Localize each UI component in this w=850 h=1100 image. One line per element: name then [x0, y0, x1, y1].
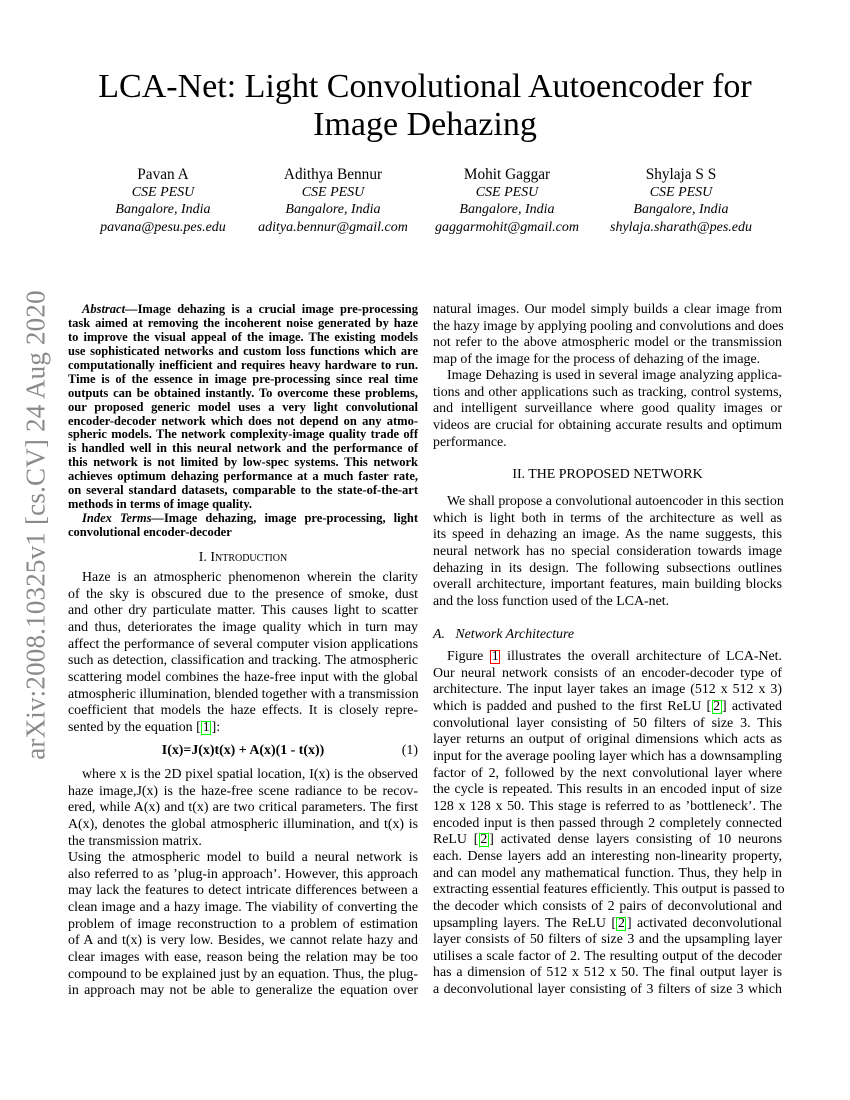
text-segment: atmospheric illumination, blended together with a transmission [68, 686, 419, 702]
text-line [433, 418, 782, 435]
paragraph [433, 368, 782, 451]
text-segment: the cycle is repeated. This results in an encoded input of size [433, 782, 782, 798]
text-segment: extracting essential features efficiently. This output is passed to [433, 882, 785, 898]
text-line [433, 319, 782, 336]
text-segment: haze image,J(x) is the haze-free scene radiance to be recov- [68, 783, 418, 799]
paragraph [68, 850, 418, 1000]
paragraph [433, 649, 785, 999]
text-segment: We shall propose a convolutional autoencoder in this section [447, 494, 784, 509]
author-name: Pavan A [137, 166, 189, 183]
text-segment: Our neural network consists of an encoder-decoder type of [433, 665, 782, 681]
text-line [433, 544, 782, 561]
text-segment: spheric models. The network complexity-image quality trade off [68, 427, 418, 442]
author-email: pavana@pesu.pes.edu [100, 219, 226, 235]
text-line [68, 603, 418, 620]
author-affiliation: CSE PESU [131, 184, 195, 200]
paragraph [433, 494, 782, 611]
text-segment: which is padded and pushed to the first ReLU [ [433, 698, 712, 714]
text-segment: ered, while A(x) and t(x) are two critical parameters. The first [68, 800, 418, 816]
text-segment: ]: [211, 719, 221, 735]
text-segment: also referred to as ’plug-in approach’. However, this approach [68, 866, 418, 882]
author-name: Shylaja S S [645, 166, 717, 183]
text-segment: Figure [447, 649, 490, 664]
text-line [68, 331, 418, 345]
text-line [68, 359, 418, 373]
text-segment: encoded input is then passed through 2 completely connected [433, 815, 782, 831]
figure-reference-link[interactable]: 1 [491, 649, 499, 664]
text-line [433, 666, 782, 683]
text-line [433, 766, 782, 783]
text-line [433, 816, 782, 833]
text-segment: Image dehazing, image pre-processing, light [163, 511, 418, 525]
paragraph [68, 767, 418, 850]
citation-link[interactable]: 2 [713, 698, 721, 714]
text-segment: tions and other applications such as tracking, control systems, [433, 384, 782, 400]
text-segment: factor of 2, followed by the next convolutional layer where [433, 765, 782, 781]
text-line [68, 387, 418, 401]
text-line [433, 302, 782, 319]
text-segment: layer consists of 50 filters of size 3 and the upsampling layer [433, 932, 782, 948]
text-segment: performance. [433, 434, 507, 450]
citation-link[interactable]: 2 [480, 832, 488, 848]
text-segment: 128 x 128 x 50. This stage is referred to as ’bottleneck’. The [433, 798, 782, 814]
subsection-heading-network-architecture: A. Network Architecture [433, 627, 575, 642]
text-segment: on several standard datasets, comparable to the state-of-the-art [68, 483, 418, 498]
text-line [68, 653, 418, 670]
text-line [433, 949, 782, 966]
author-affiliation: CSE PESU [649, 184, 713, 200]
text-line [68, 303, 418, 317]
text-segment: and intelligent surveillance where good quality images or [433, 401, 782, 417]
text-segment: illustrates the overall architecture of LCA-Net. [500, 649, 783, 664]
text-segment: such as detection, classification and tracking. The atmospheric [68, 653, 418, 669]
text-segment: of the sky is obscured due to the presence of smoke, dust [68, 586, 418, 602]
text-line [68, 767, 418, 784]
citation-link[interactable]: 2 [617, 915, 625, 931]
text-line [68, 345, 418, 359]
text-segment: convolutional encoder-decoder [68, 524, 232, 539]
text-segment: and other dry particulate matter. This causes light to scatter [68, 603, 418, 619]
text-segment: ] activated [722, 698, 782, 714]
section-number: I. [198, 550, 211, 565]
text-line [68, 800, 418, 817]
author-location: Bangalore, India [115, 202, 211, 217]
index-terms [68, 512, 418, 540]
text-line [433, 368, 782, 385]
text-segment: upsampling layers. The ReLU [ [433, 915, 616, 931]
text-line [433, 849, 782, 866]
text-line [433, 649, 782, 666]
text-line [433, 749, 782, 766]
equation-1 [68, 743, 418, 760]
text-line [68, 401, 418, 415]
text-line [68, 933, 418, 950]
text-line [433, 561, 782, 578]
text-segment: use sophisticated networks and custom loss functions which are [68, 343, 418, 358]
text-segment: in approach may not be able to generalize the equation over [68, 983, 418, 999]
text-line [433, 577, 782, 594]
text-line [433, 916, 782, 933]
text-line [433, 716, 782, 733]
text-line [68, 498, 418, 512]
text-segment: utilises a scale factor of 2. The resulting output of the decoder [433, 948, 782, 964]
paper-title-line-1: LCA-Net: Light Convolutional Autoencoder for [98, 68, 752, 105]
text-segment: compound to be explained just by an equation. Thus, the plug- [68, 966, 418, 982]
text-segment: achieves optimum dehazing performance at a much faster rate, [68, 469, 418, 484]
text-line [433, 832, 782, 849]
text-line [68, 484, 418, 498]
author-block [233, 166, 433, 236]
text-line [68, 784, 418, 801]
text-segment: where x is the 2D pixel spatial location, I(x) is the observed [82, 767, 418, 782]
text-line [68, 415, 418, 429]
text-segment: overall architecture, important features, main building blocks [433, 577, 782, 593]
author-affiliation: CSE PESU [475, 184, 539, 200]
text-segment: scattering model combines the haze-free input with the global [68, 669, 418, 685]
text-line [433, 594, 782, 611]
author-email: gaggarmohit@gmail.com [435, 219, 579, 235]
text-line [68, 883, 418, 900]
text-line [68, 428, 418, 442]
text-segment: videos are crucial for obtaining accurate results and optimum [433, 417, 782, 433]
text-line [68, 637, 418, 654]
text-segment: and the loss function used of the LCA-net. [433, 593, 670, 609]
author-email: shylaja.sharath@pes.edu [610, 219, 752, 235]
text-segment: clean image and a hazy image. The viability of converting the [68, 899, 418, 915]
text-segment: architecture. The input layer takes an image (512 x 512 x 3) [433, 682, 782, 698]
text-line [433, 401, 782, 418]
author-name: Adithya Bennur [283, 166, 383, 183]
section-heading-introduction [68, 550, 418, 567]
text-segment: our proposed generic model uses a very light convolutional [68, 399, 418, 414]
text-segment: computationally inefficient and requires heavy hardware to run. [68, 357, 418, 372]
text-segment: Image dehazing is a crucial image pre-processing [137, 302, 418, 316]
text-segment: clear images with ease, reason being the relation may be too [68, 949, 418, 965]
text-segment: affect the performance of several computer vision applications [68, 636, 418, 652]
text-line [68, 587, 418, 604]
text-line [433, 494, 782, 511]
equation-text: I(x)=J(x)t(x) + A(x)(1 - t(x)) [161, 743, 325, 758]
text-segment: ] activated deconvolutional [626, 915, 782, 931]
text-line [68, 470, 418, 484]
abstract [68, 303, 418, 512]
equation-number: (1) [401, 743, 418, 758]
text-segment: coefficient that models the haze effects. It is closely repre- [68, 703, 418, 719]
text-line [433, 352, 782, 369]
text-line [68, 983, 418, 1000]
section-heading-proposed-network: II. THE PROPOSED NETWORK [512, 467, 703, 482]
text-segment: is handled well in this neural network and the performance of [68, 441, 418, 456]
text-segment: sented by the equation [ [68, 719, 201, 735]
author-location: Bangalore, India [633, 202, 729, 217]
text-segment: map of the image for the process of dehazing of the image. [433, 351, 761, 367]
text-segment: Time is of the essence in image pre-processing since real time [68, 371, 418, 386]
text-line [68, 720, 418, 737]
text-line [433, 527, 782, 544]
text-segment: outputs can be obtained instantly. To overcome these problems, [68, 385, 418, 400]
citation-link[interactable]: 1 [202, 719, 210, 735]
text-line [68, 570, 418, 587]
text-segment: this network is not limited by low-spec systems. This network [68, 455, 418, 470]
text-segment: layer returns an output of original dimensions which acts as [433, 732, 782, 748]
text-line [68, 900, 418, 917]
text-line [68, 817, 418, 834]
text-line [68, 687, 418, 704]
text-segment: may lack the features to detect intricate differences between a [68, 883, 418, 899]
text-segment: Using the atmospheric model to build a neural network is [68, 850, 418, 865]
text-line [433, 511, 782, 528]
text-segment: has a dimension of 512 x 512 x 50. The final output layer is [433, 965, 782, 981]
text-line [68, 526, 418, 540]
text-segment: the transmission matrix. [68, 833, 202, 849]
author-location: Bangalore, India [285, 202, 381, 217]
text-line [433, 982, 782, 999]
text-segment: encoder-decoder network which does not depend on any atmo- [68, 413, 418, 428]
text-segment: the decoder which consists of 2 pairs of deconvolutional and [433, 898, 782, 914]
text-segment: ] activated dense layers consisting of 10 neurons [489, 832, 782, 848]
text-line [68, 867, 418, 884]
paragraph [68, 570, 418, 737]
text-segment: each. Dense layers add an interesting non-linearity property, [433, 848, 782, 864]
text-segment: ReLU [ [433, 832, 479, 848]
text-line [433, 882, 785, 899]
author-location: Bangalore, India [459, 202, 555, 217]
text-segment: Haze is an atmospheric phenomenon wherein the clarity [82, 570, 418, 585]
text-line [68, 317, 418, 331]
text-segment: to improve the visual appeal of the image. The existing models [68, 329, 418, 344]
author-affiliation: CSE PESU [301, 184, 365, 200]
text-line [68, 620, 418, 637]
text-segment: Image Dehazing is used in several image analyzing applica- [447, 368, 782, 383]
text-line [433, 435, 782, 452]
text-segment: task aimed at removing the incoherent noise generated by haze [68, 315, 418, 330]
text-line [433, 866, 782, 883]
paper-title-line-2: Image Dehazing [313, 106, 537, 143]
text-segment: which is light both in terms of the architecture as well as [433, 510, 782, 526]
text-line [433, 335, 782, 352]
text-segment: a deconvolutional layer consisting of 3 filters of size 3 which [433, 982, 782, 998]
text-segment: its speed in dehazing an image. As the name suggests, this [433, 527, 782, 543]
text-line [68, 850, 418, 867]
text-line [433, 732, 782, 749]
text-line [433, 699, 782, 716]
text-segment: of A and t(x) is very low. Besides, we cannot relate hazy and [68, 933, 418, 949]
text-line [68, 373, 418, 387]
paragraph [433, 302, 782, 369]
text-line [433, 682, 782, 699]
text-segment: and thus, deteriorates the image quality which in turn may [68, 619, 418, 635]
text-line [433, 385, 782, 402]
text-segment: problem of image reconstruction to a problem of estimation [68, 916, 418, 932]
text-line [433, 965, 782, 982]
section-title: Introduction [210, 550, 288, 565]
text-segment: dehazing in its design. The following subsections outlines [433, 560, 782, 576]
text-segment: methods in terms of image quality. [68, 497, 253, 512]
text-line [68, 917, 418, 934]
text-line [68, 512, 418, 526]
text-line [433, 799, 782, 816]
text-segment: and can model any mathematical function. Thus, they help in [433, 865, 782, 881]
text-line [433, 899, 782, 916]
text-line [68, 456, 418, 470]
text-segment: A(x), denotes the global atmospheric illumination, and t(x) is [68, 816, 418, 832]
text-segment: not refer to the above atmospheric model or the transmission [433, 335, 782, 351]
arxiv-identifier-stamp: arXiv:2008.10325v1 [cs.CV] 24 Aug 2020 [20, 290, 51, 760]
text-segment: natural images. Our model simply builds a clear image from [433, 302, 782, 317]
text-line [68, 834, 418, 851]
author-block [581, 166, 781, 236]
text-segment: convolutional layer consisting of 50 filters of size 3. This [433, 715, 782, 731]
text-line [68, 967, 418, 984]
text-line [68, 670, 418, 687]
author-email: aditya.bennur@gmail.com [258, 219, 408, 235]
text-line [433, 932, 782, 949]
paragraph-lead: Index Terms— [82, 511, 164, 525]
text-line [433, 782, 782, 799]
text-line [68, 442, 418, 456]
text-segment: neural network has no special consideration towards image [433, 543, 782, 559]
author-name: Mohit Gaggar [463, 166, 551, 183]
paragraph-lead: Abstract— [82, 302, 138, 316]
text-line [68, 950, 418, 967]
text-line [68, 703, 418, 720]
author-block [407, 166, 607, 236]
text-segment: the hazy image by applying pooling and convolutions and does [433, 318, 784, 334]
text-segment: input for the average pooling layer which has a downsampling [433, 748, 782, 764]
